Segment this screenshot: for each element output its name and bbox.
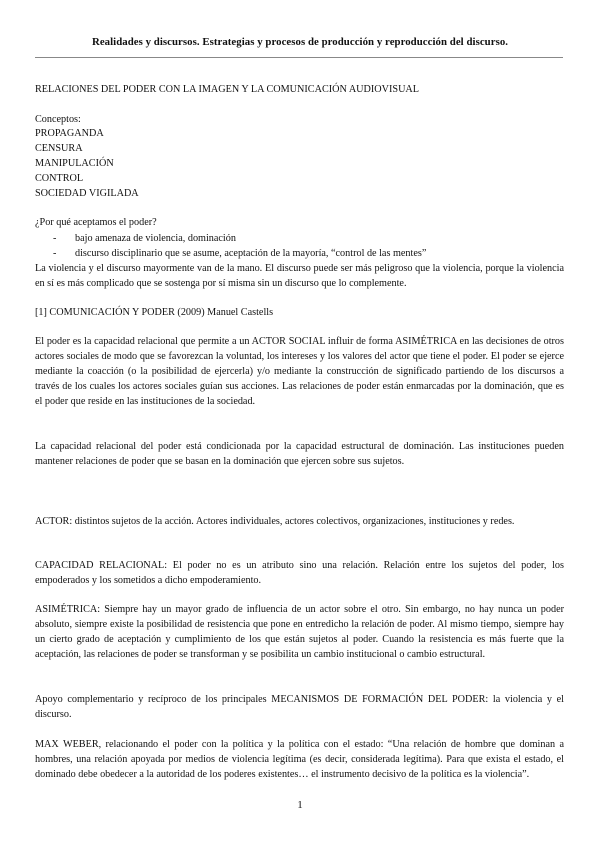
- concepts-label: Conceptos:: [35, 114, 81, 125]
- paragraph-power-definition: El poder es la capacidad relacional que permite a un ACTOR SOCIAL influir de forma ASIMÉTRICA en las decisiones de otros actores sociales de modo que se favorezcan la voluntad, los intereses y los valores del actor que tiene el poder. El poder se ejerce mediante la coacción (o la posibilidad de ejercerla) y/o mediante la construcción de significado partiendo de los discursos a través de los cuales los actores sociales guían sus acciones. Las relaciones de poder están enmarcadas por la dominación, que es el poder que reside en las instituciones de la sociedad.: [35, 336, 564, 407]
- bullet-text: discurso disciplinario que se asume, aceptación de la mayoría, “control de las mentes”: [75, 248, 427, 259]
- bullet-dash: -: [53, 248, 57, 259]
- section-title: RELACIONES DEL PODER CON LA IMAGEN Y LA COMUNICACIÓN AUDIOVISUAL: [35, 84, 420, 95]
- paragraph-max-weber: MAX WEBER, relacionando el poder con la política y la política con el estado: “Una relación de hombre que dominan a hombres, una relación apoyada por medios de violencia legítima (es decir, considerada legítima). Para que exista el estado, el dominado debe obedecer a la autoridad de los poderes existentes… el instrumento decisivo de la política es la violencia”.: [35, 739, 564, 780]
- paragraph-capacidad-relacional: CAPACIDAD RELACIONAL: El poder no es un atributo sino una relación. Relación entre los sujetos del poder, los empoderados y los sometidos a dicho empoderamiento.: [35, 560, 564, 586]
- bullet-text: bajo amenaza de violencia, dominación: [75, 233, 236, 244]
- paragraph-relational-capacity: La capacidad relacional del poder está condicionada por la capacidad estructural de dominación. Las instituciones pueden mantener relaciones de poder que se basan en la dominación que ejercen sobre sus sujetos.: [35, 441, 564, 467]
- concept-item: CENSURA: [35, 143, 83, 154]
- concept-item: MANIPULACIÓN: [35, 158, 114, 169]
- paragraph-violence: La violencia y el discurso mayormente van de la mano. El discurso puede ser más peligroso que la violencia, porque la violencia en sí es más complicado que se sostenga por sí misma sin un discurso que lo complemente.: [35, 263, 564, 289]
- bullet-dash: -: [53, 233, 57, 244]
- bullet-item: [53, 246, 426, 261]
- reference-heading: [1] COMUNICACIÓN Y PODER (2009) Manuel Castells: [35, 307, 274, 318]
- running-header: Realidades y discursos. Estrategias y procesos de producción y reproducción del discurso.: [91, 36, 509, 48]
- bullet-item: [53, 231, 236, 246]
- concept-item: SOCIEDAD VIGILADA: [35, 188, 139, 199]
- paragraph-asimetrica: ASIMÉTRICA: Siempre hay un mayor grado de influencia de un actor sobre el otro. Sin embargo, no hay nunca un poder absoluto, siempre existe la posibilidad de resistencia que pone en entredicho la relación de poder. Al mismo tiempo, siempre hay un cierto grado de aceptación y cumplimiento de los que están sujetos al poder. Cuando la resistencia es más fuerte que la aceptación, las relaciones de poder se transforman y se posibilita un cambio institucional o cambio estructural.: [35, 604, 564, 660]
- header-divider: [35, 57, 563, 58]
- concept-item: CONTROL: [35, 173, 84, 184]
- paragraph-actor: ACTOR: distintos sujetos de la acción. Actores individuales, actores colectivos, organizaciones, instituciones y redes.: [35, 516, 515, 527]
- paragraph-mechanisms: Apoyo complementario y recíproco de los principales MECANISMOS DE FORMACIÓN DEL PODER: la violencia y el discurso.: [35, 694, 564, 720]
- concept-item: PROPAGANDA: [35, 128, 104, 139]
- page-number: 1: [297, 799, 303, 811]
- question-text: ¿Por qué aceptamos el poder?: [35, 217, 157, 228]
